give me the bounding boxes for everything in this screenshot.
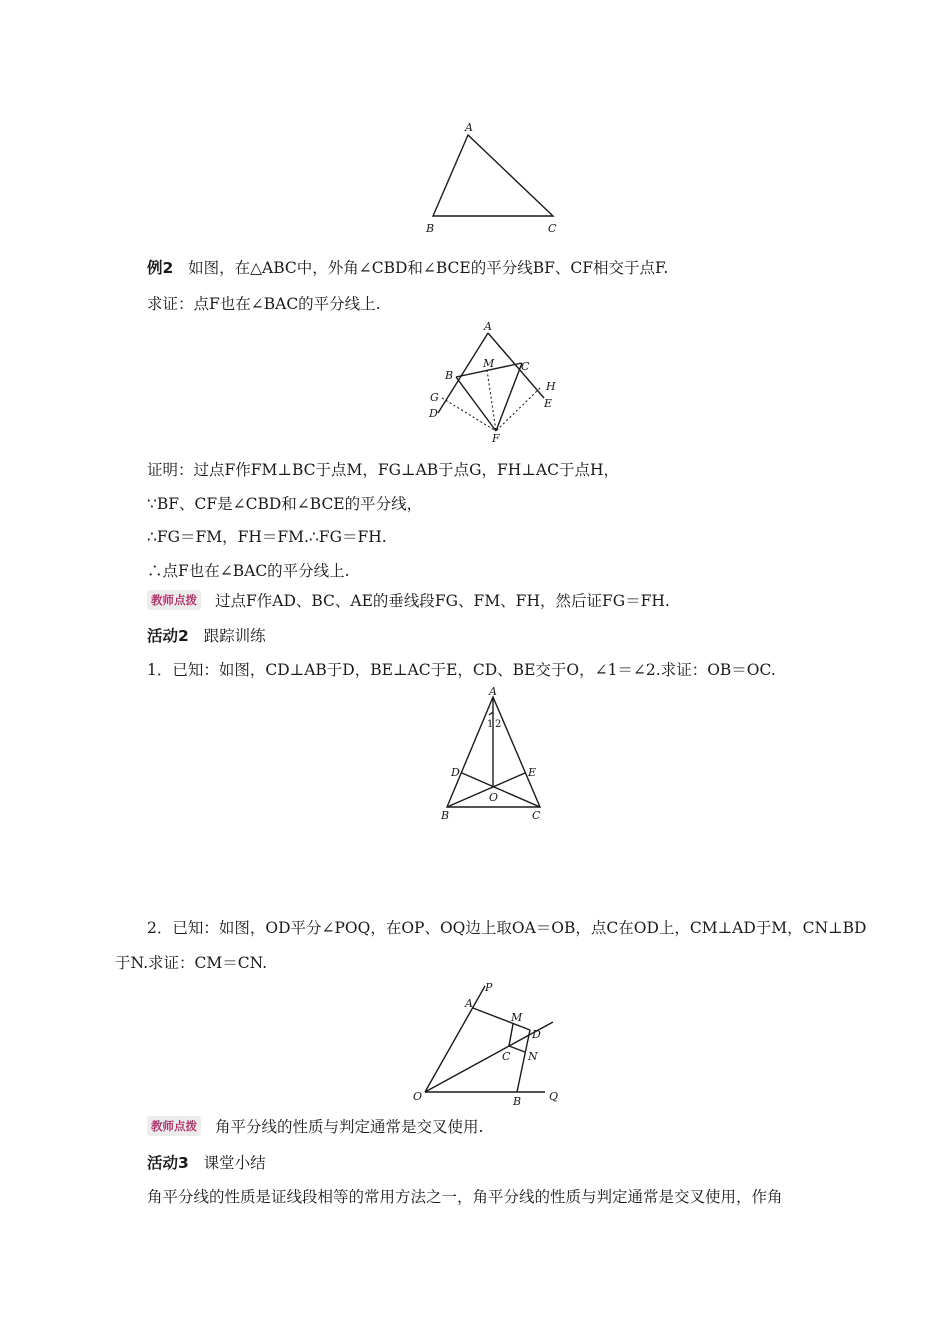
figure-label: M <box>483 357 495 370</box>
exercise1-statement: 1．已知：如图，CD⊥AB于D，BE⊥AC于E，CD、BE交于O，∠1＝∠2.求证：OB＝OC. <box>147 661 776 679</box>
figure-segment <box>487 370 496 431</box>
figure-label: E <box>528 766 537 779</box>
figure-label: D <box>451 766 460 779</box>
figure-label: Q <box>549 1090 559 1103</box>
figure-label: F <box>492 432 500 445</box>
figure-segment <box>496 388 540 431</box>
summary-text: 角平分线的性质是证线段相等的常用方法之一，角平分线的性质与判定通常是交叉使用，作角 <box>147 1188 783 1206</box>
proof-line-3: ∴FG＝FM，FH＝FM.∴FG＝FH. <box>147 528 387 546</box>
figure-label: N <box>528 1050 538 1063</box>
figure-label: D <box>429 407 438 420</box>
figure-segment <box>509 1046 525 1052</box>
figure-label: O <box>489 791 499 804</box>
figure-external-bisectors <box>420 318 570 448</box>
exercise2-line-2: 于N.求证：CM＝CN. <box>115 954 268 972</box>
activity3-heading: 活动3 课堂小结 <box>147 1154 266 1172</box>
figure-label: A <box>465 121 473 134</box>
figure-angle-bisector-pq <box>405 978 575 1108</box>
figure-triangle-abc <box>420 118 570 238</box>
figure-segment <box>442 398 496 431</box>
figure-segment <box>488 333 544 398</box>
figure-segment <box>496 363 522 431</box>
teacher-tip-badge: 教师点拨 <box>147 1116 201 1136</box>
figure-label: P <box>485 981 493 994</box>
figure-label: H <box>546 380 556 393</box>
figure-label: M <box>511 1011 523 1024</box>
figure-label: E <box>544 397 553 410</box>
figure-label: G <box>430 391 439 404</box>
figure-label: B <box>441 809 450 822</box>
figure-label: D <box>532 1028 541 1041</box>
figure-label: O <box>413 1090 423 1103</box>
proof-line-1: 证明：过点F作FM⊥BC于点M，FG⊥AB于点G，FH⊥AC于点H， <box>147 461 619 479</box>
triangle-abc-shape <box>433 135 553 216</box>
figure-label: B <box>513 1095 522 1108</box>
proof-line-2: ∵BF、CF是∠CBD和∠BCE的平分线， <box>147 495 423 513</box>
teacher-tip-2: 教师点拨 角平分线的性质与判定通常是交叉使用. <box>147 1117 483 1138</box>
figure-segment <box>456 377 496 431</box>
figure-label: C <box>502 1050 511 1063</box>
figure-label: C <box>521 360 530 373</box>
teacher-tip-1: 教师点拨 过点F作AD、BC、AE的垂线段FG、FM、FH，然后证FG＝FH. <box>147 591 670 612</box>
figure-isosceles-oboc <box>435 685 555 825</box>
figure-label: 1 <box>487 719 494 730</box>
figure-label: A <box>489 685 497 698</box>
figure-label: A <box>484 320 492 333</box>
figure-label: B <box>426 222 435 235</box>
figure-label: C <box>548 222 557 235</box>
example2-prove: 求证：点F也在∠BAC的平分线上. <box>147 295 381 313</box>
activity2-heading: 活动2 跟踪训练 <box>147 627 266 645</box>
teacher-tip-badge: 教师点拨 <box>147 590 201 610</box>
example2-statement: 例2 如图，在△ABC中，外角∠CBD和∠BCE的平分线BF、CF相交于点F. <box>147 259 669 277</box>
figure-label: B <box>445 369 454 382</box>
proof-line-4: ∴点F也在∠BAC的平分线上. <box>147 562 350 580</box>
figure-segment <box>509 1024 513 1046</box>
exercise2-line-1: 2．已知：如图，OD平分∠POQ，在OP、OQ边上取OA＝OB，点C在OD上，CM⊥AD于M，CN⊥BD <box>147 919 867 937</box>
figure-label: A <box>465 997 473 1010</box>
figure-label: 2 <box>495 719 502 730</box>
figure-label: C <box>532 809 541 822</box>
